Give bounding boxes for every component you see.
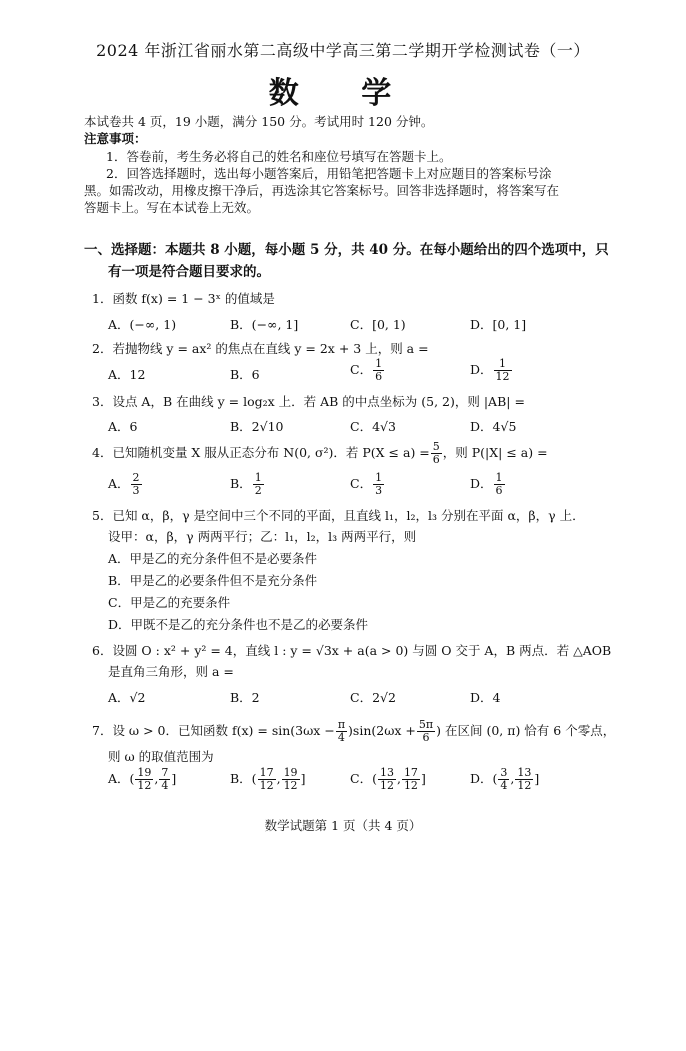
question-1-stem: 1．函数 f(x) = 1 − 3ˣ 的值域是 bbox=[92, 291, 275, 306]
q6-option-c: C．2√2 bbox=[350, 690, 396, 705]
q5-option-b: B．甲是乙的必要条件但不是充分条件 bbox=[108, 573, 318, 588]
q2-option-c bbox=[350, 358, 385, 383]
q1-option-d: D．[0, 1] bbox=[470, 317, 527, 332]
q3-option-d: D．4√5 bbox=[470, 419, 517, 434]
q7-c-low: $\frac{13}{12}$ bbox=[379, 766, 394, 793]
q2-option-a: A．12 bbox=[108, 367, 146, 382]
q7-a-low: $\frac{19}{12}$ bbox=[137, 766, 152, 793]
question-3-stem: 3．设点 A，B 在曲线 y = log₂x 上．若 AB 的中点坐标为 (5, 2)，则 |AB| = bbox=[92, 394, 525, 409]
exam-title: 2024 年浙江省丽水第二高级中学高三第二学期开学检测试卷（一） bbox=[96, 41, 590, 60]
notice-title: 注意事项： bbox=[84, 131, 147, 146]
q5-option-c: C．甲是乙的充要条件 bbox=[108, 595, 231, 610]
page-footer: 数学试题第 1 页（共 4 页） bbox=[264, 818, 422, 833]
question-7-stem: 7．设 ω > 0．已知函数 f(x) = sin(3ωx − $\frac{\pi}{4}$ )sin(2ωx + $\frac{5\pi}{6}$ ) 在区间 (0, π) 恰有 6 个零点， bbox=[92, 718, 616, 745]
q4-stem-fraction: $\frac{5}{6}$ bbox=[432, 440, 440, 467]
q6-option-a: A．√2 bbox=[108, 690, 146, 705]
q7-stem-fraction-1: $\frac{\pi}{4}$ bbox=[337, 718, 346, 745]
q2-option-d-label: D． bbox=[470, 362, 493, 378]
q7-option-d: D．( $\frac{3}{4}$ , $\frac{13}{12}$ ] bbox=[470, 766, 540, 793]
question-4-stem: 4．已知随机变量 X 服从正态分布 N(0, σ²)．若 P(X ≤ a) = $\frac{5}{6}$ ，则 P(|X| ≤ a) = bbox=[92, 440, 548, 467]
q7-a-high: $\frac{7}{4}$ bbox=[161, 766, 169, 793]
q4-option-d: D． $\frac{1}{6}$ bbox=[470, 471, 503, 498]
question-6-stem-cont: 是直角三角形，则 a = bbox=[108, 664, 234, 679]
question-5-stem-cont: 设甲：α，β，γ 两两平行；乙：l₁，l₂，l₃ 两两平行，则 bbox=[108, 529, 417, 544]
q7-d-high: $\frac{13}{12}$ bbox=[517, 766, 532, 793]
q2-option-d bbox=[470, 358, 513, 383]
q5-option-a: A．甲是乙的充分条件但不是必要条件 bbox=[108, 551, 318, 566]
q1-option-b: B．(−∞, 1] bbox=[230, 317, 299, 332]
q7-option-a: A．( $\frac{19}{12}$ , $\frac{7}{4}$ ] bbox=[108, 766, 177, 793]
q2-option-c-label: C． bbox=[350, 362, 373, 378]
q4-option-a-fraction: $\frac{2}{3}$ bbox=[132, 471, 140, 498]
q7-b-high: $\frac{19}{12}$ bbox=[283, 766, 298, 793]
q4-option-b-fraction: $\frac{1}{2}$ bbox=[254, 471, 262, 498]
note-2-end: 答题卡上。写在本试卷上无效。 bbox=[84, 200, 260, 215]
q3-option-a: A．6 bbox=[108, 419, 138, 434]
q2-option-d-fraction: $\frac{1}{12}$ bbox=[495, 357, 510, 384]
note-2: 2．回答选择题时，选出每小题答案后，用铅笔把答题卡上对应题目的答案标号涂 bbox=[106, 166, 552, 181]
subject-heading: 数 学 bbox=[268, 76, 418, 111]
q6-option-d: D．4 bbox=[470, 690, 501, 705]
q7-d-low: $\frac{3}{4}$ bbox=[500, 766, 508, 793]
q2-option-b: B．6 bbox=[230, 367, 260, 382]
question-7-stem-cont: 则 ω 的取值范围为 bbox=[108, 749, 214, 764]
section-heading: 一、选择题：本题共 8 小题，每小题 5 分，共 40 分。在每小题给出的四个选项中，只 bbox=[84, 242, 609, 258]
q4-option-a: A． $\frac{2}{3}$ bbox=[108, 471, 140, 498]
q7-option-c: C．( $\frac{13}{12}$ , $\frac{17}{12}$ ] bbox=[350, 766, 426, 793]
q7-b-low: $\frac{17}{12}$ bbox=[259, 766, 274, 793]
q5-option-d: D．甲既不是乙的充分条件也不是乙的必要条件 bbox=[108, 617, 369, 632]
q7-c-high: $\frac{17}{12}$ bbox=[403, 766, 418, 793]
q4-option-c-fraction: $\frac{1}{3}$ bbox=[375, 471, 383, 498]
q7-option-b: B．( $\frac{17}{12}$ , $\frac{19}{12}$ ] bbox=[230, 766, 306, 793]
note-2-cont: 黑。如需改动，用橡皮擦干净后，再选涂其它答案标号。回答非选择题时，将答案写在 bbox=[84, 183, 560, 198]
question-6-stem: 6．设圆 O : x² + y² = 4，直线 l : y = √3x + a(a > 0) 与圆 O 交于 A，B 两点．若 △AOB bbox=[92, 643, 612, 658]
question-5-stem: 5．已知 α，β，γ 是空间中三个不同的平面，且直线 l₁，l₂，l₃ 分别在平面 α，β，γ 上． bbox=[92, 508, 585, 523]
note-1: 1．答卷前，考生务必将自己的姓名和座位号填写在答题卡上。 bbox=[106, 149, 452, 164]
q3-option-c: C．4√3 bbox=[350, 419, 396, 434]
q4-option-b: B． $\frac{1}{2}$ bbox=[230, 471, 262, 498]
section-heading-cont: 有一项是符合题目要求的。 bbox=[108, 264, 270, 280]
exam-info: 本试卷共 4 页，19 小题，满分 150 分。考试用时 120 分钟。 bbox=[84, 114, 434, 129]
q1-option-a: A．(−∞, 1) bbox=[108, 317, 177, 332]
q6-option-b: B．2 bbox=[230, 690, 260, 705]
q7-stem-fraction-2: $\frac{5\pi}{6}$ bbox=[418, 718, 434, 745]
q1-option-c: C．[0, 1) bbox=[350, 317, 406, 332]
q2-option-c-fraction: $\frac{1}{6}$ bbox=[375, 357, 383, 384]
q3-option-b: B．2√10 bbox=[230, 419, 284, 434]
q4-option-d-fraction: $\frac{1}{6}$ bbox=[495, 471, 503, 498]
q4-option-c: C． $\frac{1}{3}$ bbox=[350, 471, 383, 498]
question-2-stem: 2．若抛物线 y = ax² 的焦点在直线 y = 2x + 3 上，则 a = bbox=[92, 341, 429, 356]
